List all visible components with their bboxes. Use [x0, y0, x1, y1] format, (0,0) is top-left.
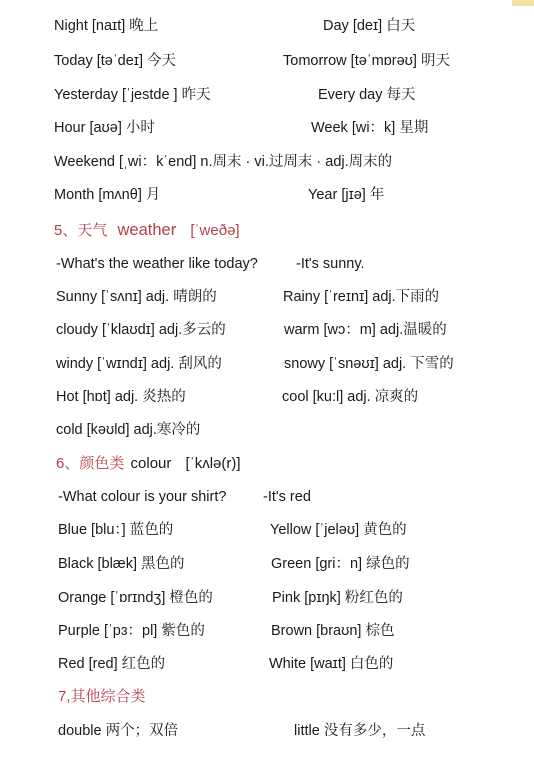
word-every-day: Every day 每天 — [318, 87, 416, 103]
word-black: Black [blæk] 黑色的 — [58, 556, 185, 572]
section-6-title: 6、颜色类 — [56, 455, 125, 472]
weather-answer: -It's sunny. — [296, 256, 365, 272]
word-cool: cool [ku:l] adj. 凉爽的 — [282, 389, 419, 405]
word-red: Red [red] 红色的 — [58, 656, 166, 672]
word-cold: cold [kəʊld] adj.寒冷的 — [56, 422, 201, 438]
colour-question: -What colour is your shirt? — [58, 489, 227, 505]
word-today: Today [təˈdeɪ] 今天 — [54, 53, 177, 69]
section-5-heading — [54, 220, 240, 241]
word-warm: warm [wɔ：m] adj.温暖的 — [284, 322, 447, 338]
word-tomorrow: Tomorrow [təˈmɒrəʊ] 明天 — [283, 53, 450, 69]
word-sunny: Sunny [ˈsʌnɪ] adj. 晴朗的 — [56, 289, 217, 305]
word-rainy: Rainy [ˈreɪnɪ] adj.下雨的 — [283, 289, 440, 305]
word-hour: Hour [aʊə] 小时 — [54, 120, 155, 136]
word-week: Week [wi：k] 星期 — [311, 120, 429, 136]
word-purple: Purple [ˈpɜ：pl] 紫色的 — [58, 623, 205, 639]
word-day: Day [deɪ] 白天 — [323, 18, 416, 34]
word-year: Year [jɪə] 年 — [308, 187, 385, 203]
word-orange: Orange [ˈɒrɪndʒ] 橙色的 — [58, 590, 213, 606]
section-7-heading: 7,其他综合类 — [58, 688, 146, 705]
corner-mark — [512, 0, 534, 6]
word-blue: Blue [blu：] 蓝色的 — [58, 522, 174, 538]
word-month: Month [mʌnθ] 月 — [54, 187, 161, 203]
section-5-word: weather — [117, 221, 177, 239]
word-pink: Pink [pɪŋk] 粉红色的 — [272, 590, 403, 606]
word-double: double 两个；双倍 — [58, 723, 179, 739]
word-white: White [waɪt] 白色的 — [269, 656, 394, 672]
section-6-ipa: [ˈkʌlə(r)] — [185, 455, 241, 472]
word-little: little 没有多少，一点 — [294, 723, 426, 739]
word-night: Night [naɪt] 晚上 — [54, 18, 159, 34]
word-weekend: Weekend [ˌwi：kˈend] n.周末 · vi.过周末 · adj.周末的 — [54, 154, 393, 170]
word-hot: Hot [hɒt] adj. 炎热的 — [56, 389, 186, 405]
word-brown: Brown [braʊn] 棕色 — [271, 623, 395, 639]
word-snowy: snowy [ˈsnəʊɪ] adj. 下雪的 — [284, 356, 454, 372]
section-5-title: 5、天气 — [54, 222, 108, 239]
weather-question: -What's the weather like today? — [56, 256, 258, 272]
word-yellow: Yellow [ˈjeləʊ] 黄色的 — [270, 522, 407, 538]
word-green: Green [gri：n] 绿色的 — [271, 556, 410, 572]
section-5-ipa: [ˈweðə] — [190, 222, 240, 239]
colour-answer: -It's red — [263, 489, 311, 505]
word-cloudy: cloudy [ˈklaʊdɪ] adj.多云的 — [56, 322, 226, 338]
section-6-heading — [56, 454, 241, 474]
word-windy: windy [ˈwɪndɪ] adj. 刮风的 — [56, 356, 222, 372]
section-6-word: colour — [130, 455, 172, 472]
word-yesterday: Yesterday [ˈjestde ] 昨天 — [54, 87, 211, 103]
